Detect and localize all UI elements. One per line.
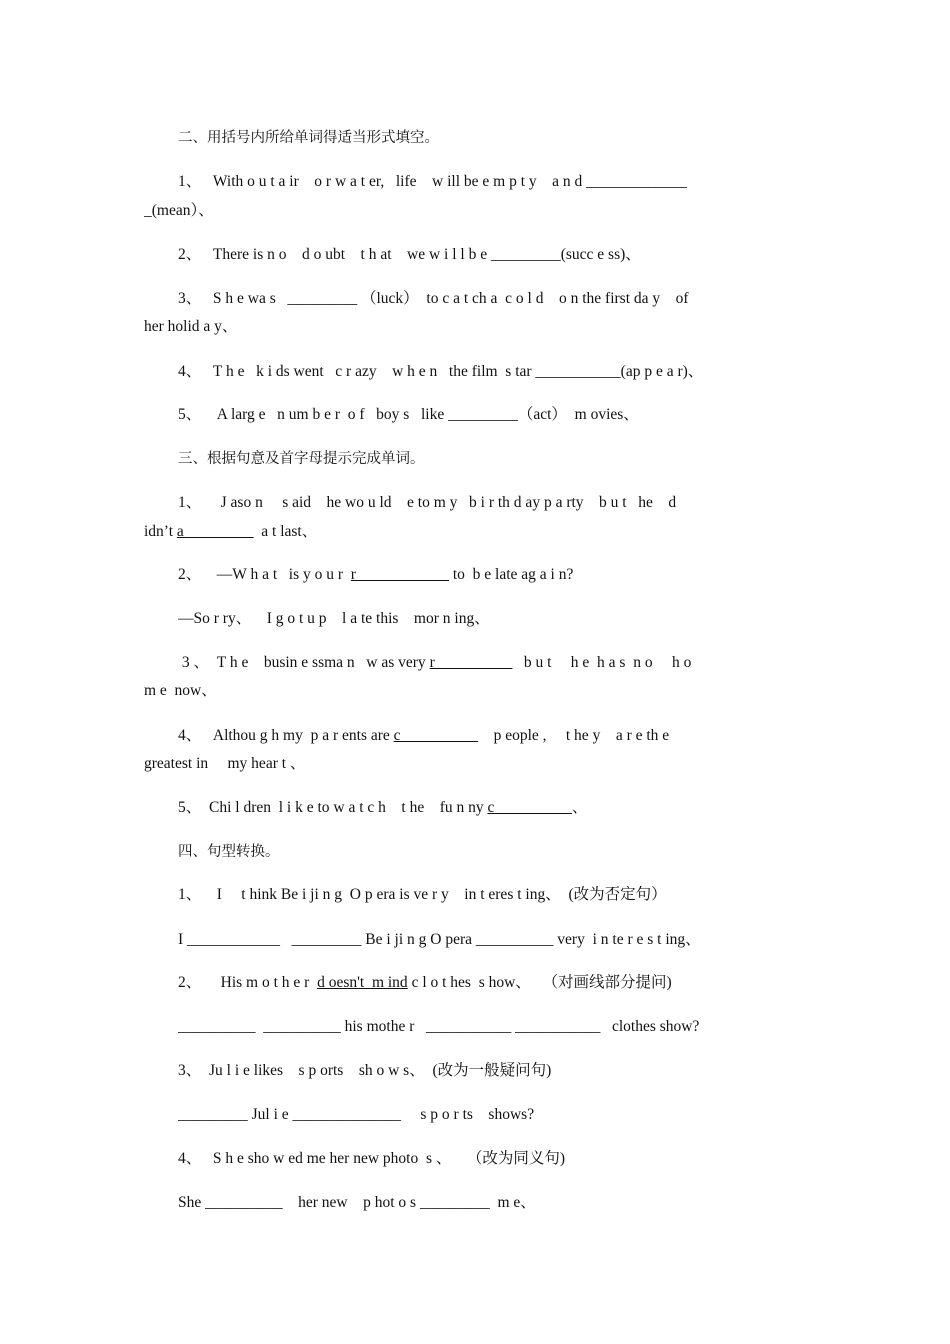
question-3-2-line-2: —So r ry、 I g o t u p l a te this mor n ing、 (178, 610, 490, 627)
answer-blank[interactable]: c__________ (487, 799, 572, 816)
question-3-1-line-1: 1、 J aso n s aid he wo u ld e to m y b i r th d ay p a rty b u t he d (178, 494, 677, 511)
question-2-1-line-1: 1、 With o u t a ir o r w a t er, life w ill be e m p t y a n d _____________ (178, 173, 687, 190)
question-4-3-answer-line[interactable]: _________ Jul i e ______________ s p o r ts shows? (178, 1106, 535, 1123)
section-heading-transform: 四、句型转换。 (178, 844, 280, 860)
question-4-2: 2、 His m o t h e r d oesn't m ind c l o t hes s how、 （对画线部分提问) (178, 974, 672, 991)
question-4-1-answer-line[interactable]: I ____________ _________ Be i ji n g O pera __________ very i n te r e s t ing、 (178, 931, 701, 948)
question-3-4-line-1: 4、 Althou g h my p a r ents are c__________ p eople , t he y a r e th e (178, 727, 670, 744)
question-4-2-answer-line[interactable]: __________ __________ his mothe r ___________ ___________ clothes show? (178, 1018, 700, 1035)
question-4-3: 3、 Ju l i e likes s p orts sh o w s、 (改为一般疑问句) (178, 1062, 552, 1079)
answer-blank[interactable]: r____________ (350, 566, 449, 583)
question-2-5: 5、 A larg e n um b e r o f boy s like _________（act） m ovies、 (178, 406, 639, 423)
question-2-1-line-2: _(mean）、 (144, 202, 214, 219)
question-2-4: 4、 T h e k i ds went c r azy w h e n the film s tar ___________(ap p e a r)、 (178, 363, 704, 380)
question-2-2: 2、 There is n o d o ubt t h at we w i l l b e _________(succ e ss)、 (178, 246, 641, 263)
question-2-3-line-2: her holid a y、 (144, 318, 238, 335)
question-3-4-line-2: greatest in my hear t 、 (144, 755, 306, 772)
answer-blank[interactable]: r__________ (429, 654, 513, 671)
question-4-4: 4、 S h e sho w ed me her new photo s 、 （改为同义句) (178, 1150, 566, 1167)
answer-blank[interactable]: c__________ (393, 727, 479, 744)
question-4-4-answer-line[interactable]: She __________ her new p hot o s _________ m e、 (178, 1194, 536, 1211)
question-3-3-line-1: 3 、 T h e busin e ssma n w as very r__________ b u t h e h a s n o h o (178, 654, 692, 671)
underlined-phrase: d oesn't m ind (317, 974, 408, 991)
question-2-3-line-1: 3、 S h e wa s _________ （luck） to c a t ch a c o l d o n the first da y of (178, 290, 689, 307)
section-heading-fill-in: 二、用括号内所给单词得适当形式填空。 (178, 130, 439, 146)
question-3-3-line-2: m e now、 (144, 682, 217, 699)
answer-blank[interactable]: a_________ (176, 523, 254, 540)
question-4-1: 1、 I t hink Be i ji n g O p era is ve r y in t eres t ing、 (改为否定句） (178, 886, 667, 903)
question-3-1-line-2: idn’t a_________ a t last、 (144, 523, 318, 540)
question-3-5: 5、 Chi l dren l i k e to w a t c h t he fu n ny c__________、 (178, 799, 588, 816)
question-3-2-line-1: 2、 —W h a t is y o u r r____________ to b e late ag a i n? (178, 566, 574, 583)
section-heading-initial-letter: 三、根据句意及首字母提示完成单词。 (178, 451, 425, 467)
